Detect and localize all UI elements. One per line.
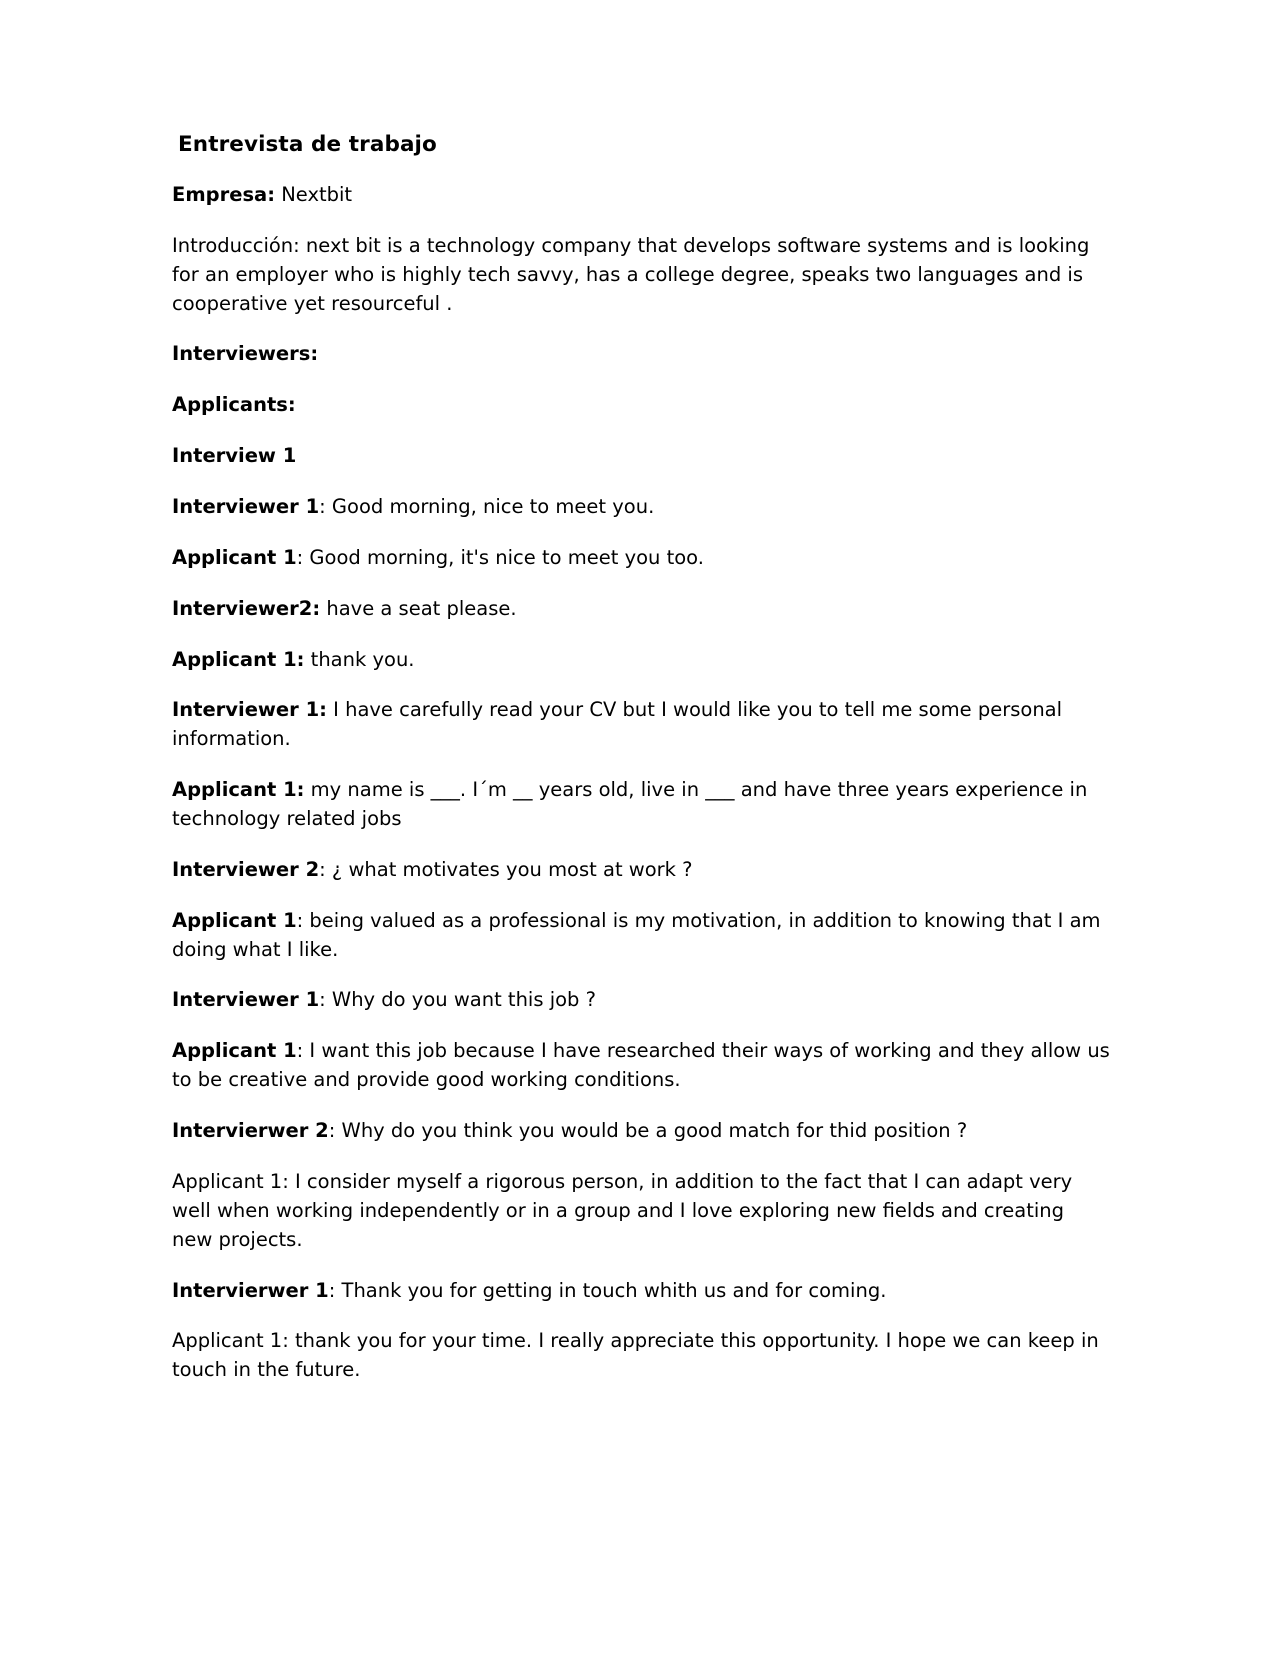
dialogue-line-5-speaker: Interviewer 1: xyxy=(172,698,327,722)
interviewers-heading-lead: Interviewers: xyxy=(172,342,319,366)
introduction-paragraph xyxy=(172,232,1110,319)
dialogue-line-2-speaker: Applicant 1 xyxy=(172,545,297,569)
dialogue-line-6-speaker: Applicant 1: xyxy=(172,778,305,802)
dialogue-line-8-speaker: Applicant 1 xyxy=(172,908,297,932)
dialogue-line-11-speaker: Intervierwer 2 xyxy=(172,1119,329,1143)
dialogue-line-1 xyxy=(172,493,1110,522)
dialogue-line-11-text: : Why do you think you would be a good match for thid position ? xyxy=(328,1119,968,1143)
dialogue-line-14 xyxy=(172,1327,1110,1385)
dialogue-line-13-text: : Thank you for getting in touch whith us and for coming. xyxy=(328,1278,887,1302)
dialogue-line-5-text: I have carefully read your CV but I would like you to tell me some personal information. xyxy=(172,698,1063,751)
company-line xyxy=(172,181,1110,210)
dialogue-line-13 xyxy=(172,1277,1110,1306)
dialogue-line-1-text: : Good morning, nice to meet you. xyxy=(319,495,655,519)
page-title: Entrevista de trabajo xyxy=(178,132,437,157)
dialogue-line-2-text: : Good morning, it's nice to meet you too. xyxy=(296,545,704,569)
dialogue-line-6 xyxy=(172,776,1110,834)
dialogue-line-14-text: Applicant 1: thank you for your time. I really appreciate this opportunity. I hope we can keep in touch in the future. xyxy=(172,1329,1099,1382)
document-body xyxy=(172,181,1110,1385)
dialogue-line-10 xyxy=(172,1037,1110,1095)
company-line-text: Nextbit xyxy=(275,183,353,207)
dialogue-line-8-text: : being valued as a professional is my motivation, in addition to knowing that I am doing what I like. xyxy=(172,908,1101,961)
dialogue-line-3-speaker: Interviewer2: xyxy=(172,596,321,620)
dialogue-line-4-speaker: Applicant 1: xyxy=(172,647,305,671)
dialogue-line-1-speaker: Interviewer 1 xyxy=(172,495,320,519)
company-line-lead: Empresa: xyxy=(172,183,276,207)
interviewers-heading xyxy=(172,340,1110,369)
dialogue-line-9-speaker: Interviewer 1 xyxy=(172,988,320,1012)
applicants-heading-lead: Applicants: xyxy=(172,393,296,417)
dialogue-line-13-speaker: Intervierwer 1 xyxy=(172,1278,329,1302)
dialogue-line-3-text: have a seat please. xyxy=(320,596,517,620)
dialogue-line-7-speaker: Interviewer 2 xyxy=(172,857,320,881)
dialogue-line-4-text: thank you. xyxy=(304,647,415,671)
dialogue-line-5 xyxy=(172,696,1110,754)
dialogue-line-9-text: : Why do you want this job ? xyxy=(319,988,596,1012)
dialogue-line-9 xyxy=(172,986,1110,1015)
dialogue-line-12-text: Applicant 1: I consider myself a rigorous person, in addition to the fact that I can adapt very well when working independently or in a group and I love exploring new fields and creating new projects. xyxy=(172,1169,1073,1251)
dialogue-line-7-text: : ¿ what motivates you most at work ? xyxy=(319,857,693,881)
dialogue-line-12 xyxy=(172,1168,1110,1255)
dialogue-line-4 xyxy=(172,646,1110,675)
dialogue-line-8 xyxy=(172,907,1110,965)
dialogue-line-2 xyxy=(172,544,1110,573)
dialogue-line-10-text: : I want this job because I have researched their ways of working and they allow us to be creative and provide good working conditions. xyxy=(172,1039,1110,1092)
dialogue-line-6-text: my name is ___. I´m __ years old, live in ___ and have three years experience in technology related jobs xyxy=(172,778,1088,831)
dialogue-line-10-speaker: Applicant 1 xyxy=(172,1039,297,1063)
introduction-paragraph-text: Introducción: next bit is a technology company that develops software systems and is looking for an employer who is highly tech savvy, has a college degree, speaks two languages and is cooperative yet resourceful . xyxy=(172,233,1090,315)
interview-1-heading-lead: Interview 1 xyxy=(172,444,297,468)
dialogue-line-3 xyxy=(172,595,1110,624)
dialogue-line-11 xyxy=(172,1117,1110,1146)
applicants-heading xyxy=(172,391,1110,420)
dialogue-line-7 xyxy=(172,856,1110,885)
interview-1-heading xyxy=(172,442,1110,471)
